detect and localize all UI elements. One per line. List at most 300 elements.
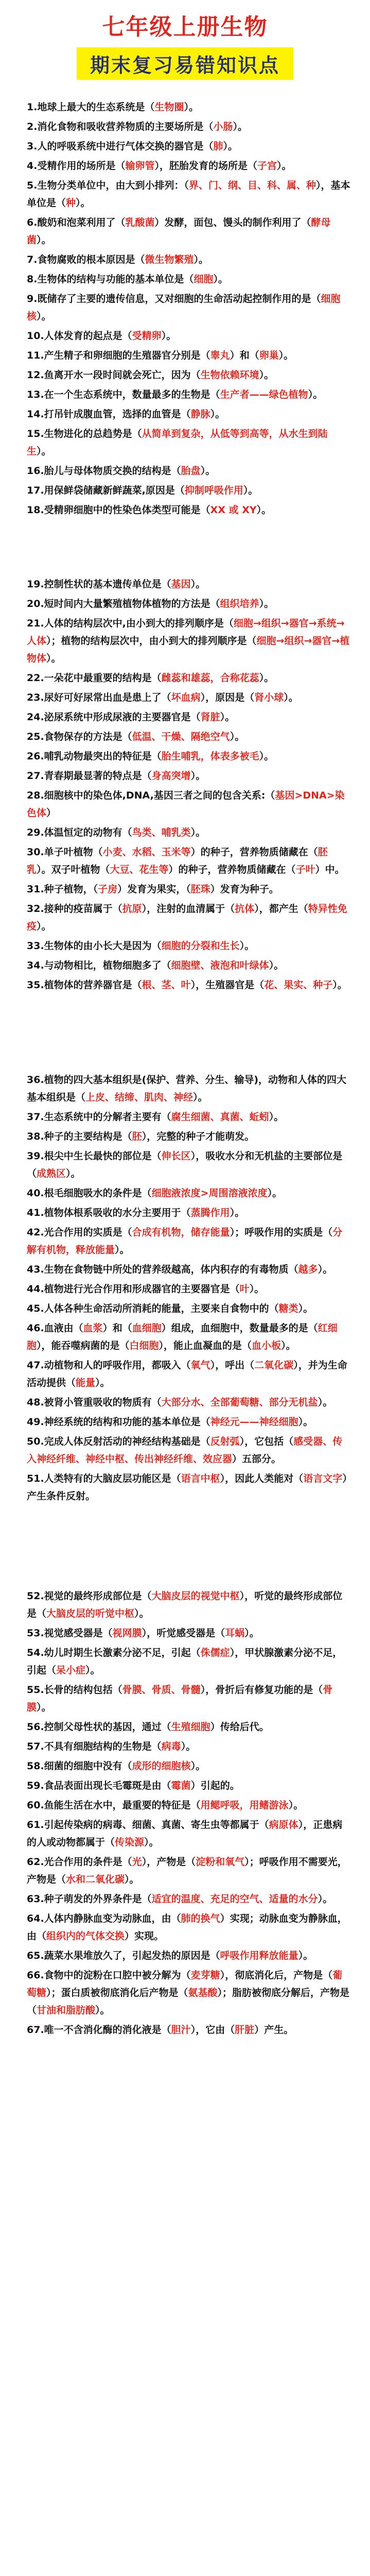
question-text: 50.完成人体反射活动的神经结构基础是（ xyxy=(27,1436,210,1447)
question-text: ）。 xyxy=(95,1377,110,1388)
question-text: 21.人体的结构层次中,由小到大的排列顺序是（ xyxy=(27,618,234,629)
answer-text: 子叶 xyxy=(295,864,315,875)
knowledge-item xyxy=(27,595,351,613)
question-text: ）。 xyxy=(95,2005,110,2016)
answer-text: 氧气 xyxy=(190,1360,210,1371)
question-text: ），完整的种子才能萌发。 xyxy=(142,1131,255,1142)
question-text: 48.被肾小管重吸收的物质有（ xyxy=(27,1397,162,1408)
question-text: 56.控制父母性状的基因，通过（ xyxy=(27,1721,171,1733)
question-text: ）。 xyxy=(161,330,177,342)
answer-text: 特异性免疫 xyxy=(27,903,347,932)
knowledge-item xyxy=(27,1128,351,1145)
question-text: 24.泌尿系统中形成尿液的主要器官是（ xyxy=(27,711,201,723)
question-text: ）。 xyxy=(46,653,61,664)
question-text: ）组成，血细胞中，数量最多的是（ xyxy=(161,1323,318,1334)
question-text: 54.幼儿时期生长激素分泌不足，引起（ xyxy=(27,1647,201,1658)
question-text: 20.短时间内大量繁殖植物体植物的方法是（ xyxy=(27,598,220,609)
answer-text: 骨膜、骨质、骨髓 xyxy=(122,1684,201,1696)
question-text: 67.唯一不含消化酶的消化液是（ xyxy=(27,2024,171,2036)
question-text: 46.血液由（ xyxy=(27,1323,83,1334)
question-text: ），因此人类能对（ xyxy=(220,1473,304,1484)
question-text: ） xyxy=(46,807,57,819)
knowledge-item xyxy=(27,405,351,423)
question-text: 17.用保鲜袋储藏新鲜蔬菜,原因是（ xyxy=(27,485,185,496)
knowledge-item xyxy=(27,138,351,155)
question-text: 23.尿好可好尿常出血是患上了（ xyxy=(27,692,171,703)
question-text: ）。 xyxy=(284,692,298,703)
answer-text: 合成有机物，储存能量 xyxy=(132,1227,230,1238)
answer-text: 细胞液浓度>周围溶液浓度 xyxy=(151,1188,268,1199)
page-title: 七年级上册生物 xyxy=(102,14,268,40)
question-text: 3.人的呼吸系统中进行气体交换的器官是（ xyxy=(27,141,214,152)
knowledge-item xyxy=(27,1280,351,1298)
knowledge-item xyxy=(27,1910,351,1945)
question-text: ）。 xyxy=(318,1264,333,1275)
question-text: 11.产生精子和卵细胞的生殖器官分别是（ xyxy=(27,350,210,361)
knowledge-item xyxy=(27,1967,351,2019)
question-text: ）。 xyxy=(308,389,323,400)
knowledge-item xyxy=(27,1319,351,1354)
question-text: ）。 xyxy=(244,1628,259,1639)
answer-text: 细胞核 xyxy=(27,293,341,322)
question-text: ），能吞噬病菌的是（ xyxy=(37,1340,130,1351)
answer-text: 大部分水、全部葡萄糖、部分无机盐 xyxy=(161,1397,318,1408)
knowledge-item xyxy=(27,1757,351,1775)
question-text: 58.细菌的细胞中没有（ xyxy=(27,1760,132,1772)
knowledge-item xyxy=(27,669,351,687)
question-text: 66.食物中的淀粉在口腔中被分解为（ xyxy=(27,1970,191,1981)
answer-text: 细胞→组织→器官→系统→人体 xyxy=(27,618,345,647)
knowledge-item xyxy=(27,1184,351,1202)
question-text: 44.植物进行光合作用和形成器官的主要器官是（ xyxy=(27,1283,240,1295)
question-text: 64.人体内静脉血变为动脉血，由（ xyxy=(27,1913,181,1924)
answer-text: 语言文字 xyxy=(303,1473,343,1484)
question-text: 59.食品表面出现长毛霉斑是由（ xyxy=(27,1780,171,1791)
answer-text: 基因 xyxy=(171,579,191,590)
knowledge-item xyxy=(27,1681,351,1716)
knowledge-section-1 xyxy=(0,98,370,519)
answer-text: 光 xyxy=(132,1856,142,1868)
knowledge-item xyxy=(27,366,351,384)
question-text: 25.食物保存的方法是（ xyxy=(27,731,132,742)
answer-text: 生物依赖环境 xyxy=(200,369,259,381)
question-text: ）。 xyxy=(243,485,258,496)
knowledge-item xyxy=(27,1718,351,1736)
question-text: ）。 xyxy=(190,1760,206,1772)
question-text: ）。 xyxy=(181,1741,196,1752)
answer-text: 输卵管 xyxy=(125,160,155,172)
question-text: 51.人类特有的大脑皮层功能区是（ xyxy=(27,1473,181,1484)
question-text: ）。 xyxy=(281,1340,296,1351)
answer-text: 上皮、结缔、肌肉、神经 xyxy=(85,1092,193,1103)
question-text: ），彻底消化后，产物是（ xyxy=(220,1970,333,1981)
answer-text: 坏血病 xyxy=(171,692,201,703)
question-text: 18.受精卵细胞中的性染色体类型可能是（ xyxy=(27,504,210,516)
question-text: ）发酵，面包、馒头的制作利用了（ xyxy=(154,217,311,228)
answer-text: XX 或 XY xyxy=(210,504,257,516)
knowledge-item xyxy=(27,347,351,364)
knowledge-item xyxy=(27,177,351,212)
answer-text: 伸长区 xyxy=(161,1150,191,1162)
question-text: 45.人体各种生命活动所消耗的能量，主要来自食物中的（ xyxy=(27,1303,279,1314)
answer-text: 葡萄糖 xyxy=(27,1970,343,1998)
answer-text: 肾小球 xyxy=(254,692,284,703)
question-text: 2.消化食物和吸收营养物质的主要场所是（ xyxy=(27,121,214,132)
answer-text: 抑制呼吸作用 xyxy=(184,485,243,496)
knowledge-item xyxy=(27,462,351,480)
answer-text: 分解有机物，释放能量 xyxy=(27,1227,343,1256)
answer-text: 传染源 xyxy=(115,1837,145,1848)
knowledge-item xyxy=(27,1108,351,1126)
question-text: 61.引起传染病的病毒、细菌、真菌、寄生虫等都属于（ xyxy=(27,1819,269,1831)
question-text: ）。 xyxy=(134,1608,149,1619)
answer-text: 耳蜗 xyxy=(225,1628,245,1639)
question-text: ），并为生命活动提供（ xyxy=(27,1360,347,1388)
answer-text: 血细胞 xyxy=(132,1323,162,1334)
question-text: 12.鱼离开水一段时间就会死亡，因为（ xyxy=(27,369,201,381)
answer-text: 微生物繁殖 xyxy=(145,254,194,265)
answer-text: 生产者——绿色植物 xyxy=(220,389,308,400)
knowledge-item xyxy=(27,1357,351,1392)
question-text: 39.根尖中生长最快的部位是（ xyxy=(27,1150,162,1162)
question-text: ）。 xyxy=(200,465,216,477)
question-text: ）。 xyxy=(298,1303,313,1314)
answer-text: 乳酸菌 xyxy=(125,217,155,228)
answer-text: 组织内的气体交换 xyxy=(46,1930,125,1942)
question-text: 60.鱼能生活在水中，最重要的特征是（ xyxy=(27,1800,201,1811)
question-text: 31.种子植物，（ xyxy=(27,884,98,895)
knowledge-item xyxy=(27,689,351,706)
question-text: ）。 xyxy=(193,1092,208,1103)
answer-text: 生物圈 xyxy=(154,101,184,113)
answer-text: 静脉 xyxy=(190,409,210,420)
question-text: ）。 xyxy=(332,979,347,991)
answer-text: 腐生细菌、真菌、蚯蚓 xyxy=(171,1111,269,1123)
question-text: ）中。 xyxy=(315,864,345,875)
question-text: ），它包括（ xyxy=(239,1436,294,1447)
answer-text: 水和二氧化碳 xyxy=(66,1874,125,1885)
knowledge-item xyxy=(27,1587,351,1622)
question-text: ）。 xyxy=(115,1244,130,1256)
answer-text: 红细胞 xyxy=(27,1323,338,1351)
question-text: ）实现。 xyxy=(125,1930,164,1942)
answer-text: 细胞 xyxy=(193,274,214,285)
question-text: 57.不具有细胞结构的生物是（ xyxy=(27,1741,162,1752)
question-text: ）。 xyxy=(259,598,274,609)
answer-text: 呆小症 xyxy=(56,1665,86,1676)
question-text: ）。 xyxy=(37,446,51,457)
answer-text: 小肠 xyxy=(213,121,233,132)
answer-text: 神经元——神经细胞 xyxy=(210,1416,298,1428)
answer-text: 氨基酸 xyxy=(188,1987,218,1998)
question-text: ）；植物的结构层次中，由小到大的排列顺序是（ xyxy=(46,635,257,647)
question-text: ）和（ xyxy=(102,1323,132,1334)
question-text: ）发育为种子。 xyxy=(210,884,279,895)
question-text: 65.蔬菜水果堆放久了，引起发热的原因是（ xyxy=(27,1950,220,1961)
knowledge-item xyxy=(27,425,351,460)
question-text: 29.体温恒定的动物有（ xyxy=(27,827,132,838)
question-text: ），原因是（ xyxy=(200,692,255,703)
question-text: 38.种子的主要结构是（ xyxy=(27,1131,132,1142)
answer-text: 卵巢 xyxy=(259,350,279,361)
question-text: ）引起的。 xyxy=(190,1780,240,1791)
question-text: ），生殖器官是（ xyxy=(190,979,265,991)
question-text: 7.食物腐败的根本原因是（ xyxy=(27,254,145,265)
answer-text: 淀粉和氧气 xyxy=(196,1856,245,1868)
answer-text: 胚 xyxy=(132,1131,142,1142)
question-text: ）发育为果实，（ xyxy=(117,884,191,895)
question-text: ）；呼吸作用不需要光，产物是（ xyxy=(27,1856,347,1885)
knowledge-item xyxy=(27,98,351,116)
knowledge-item xyxy=(27,976,351,994)
question-text: 1.地球上最大的生态系统是（ xyxy=(27,101,155,113)
answer-text: 细胞→组织→器官→植物体 xyxy=(27,635,350,664)
question-text: ）。 xyxy=(223,141,238,152)
question-text: 37.生态系统中的分解者主要有（ xyxy=(27,1111,171,1123)
question-text: 43.生物在食物链中所处的营养级越高，体内积存的有毒物质（ xyxy=(27,1264,298,1275)
question-text: ）。 xyxy=(66,1168,81,1179)
knowledge-item xyxy=(27,1738,351,1755)
knowledge-item xyxy=(27,787,351,822)
knowledge-item xyxy=(27,1624,351,1642)
answer-text: 睾丸 xyxy=(210,350,230,361)
knowledge-item xyxy=(27,1890,351,1908)
question-text: ）。 xyxy=(190,770,206,782)
answer-text: 大豆、花生等 xyxy=(110,864,169,875)
answer-text: 子房 xyxy=(98,884,118,895)
knowledge-item xyxy=(27,615,351,667)
question-text: ）。 xyxy=(233,121,248,132)
knowledge-item xyxy=(27,482,351,499)
question-text: ）。 xyxy=(76,197,91,209)
question-text: 47.动植物和人的呼吸作用，都吸入（ xyxy=(27,1360,191,1371)
question-text: ）。 xyxy=(298,1950,313,1961)
question-text: ），它由（ xyxy=(190,2024,235,2036)
knowledge-item xyxy=(27,575,351,593)
knowledge-item xyxy=(27,1777,351,1794)
question-text: ）。 xyxy=(190,827,206,838)
question-text: 49.神经系统的结构和功能的基本单位是（ xyxy=(27,1416,210,1428)
knowledge-item xyxy=(27,843,351,878)
question-text: ）的种子，营养物质储藏在（ xyxy=(168,864,296,875)
question-text: ），听觉感受器是（ xyxy=(142,1628,225,1639)
question-text: ）。 xyxy=(267,1188,283,1199)
question-text: ）；呼吸作用的实质是（ xyxy=(230,1227,333,1238)
question-text: 9.既储存了主要的遗传信息，又对细胞的生命活动起控制作用的是（ xyxy=(27,293,321,304)
question-text: 6.酸奶和泡菜利用了（ xyxy=(27,217,126,228)
answer-text: 子宫 xyxy=(257,160,277,172)
answer-text: 呼吸作用释放能量 xyxy=(220,1950,298,1961)
answer-text: 种 xyxy=(66,197,76,209)
question-text: ）。 xyxy=(220,711,235,723)
answer-text: 胎盘 xyxy=(181,465,201,477)
answer-text: 大脑皮层的听觉中枢 xyxy=(46,1608,135,1619)
question-text: ）。 xyxy=(277,160,292,172)
answer-text: 甘油和脂肪酸 xyxy=(37,2005,96,2016)
answer-text: 胆汁 xyxy=(171,2024,191,2036)
knowledge-item xyxy=(27,501,351,519)
answer-text: 糖类 xyxy=(278,1303,298,1314)
question-text: ），产物是（ xyxy=(142,1856,196,1868)
answer-text: 二氧化碳 xyxy=(254,1360,294,1371)
knowledge-item xyxy=(27,1470,351,1505)
question-text: ）。 xyxy=(184,101,199,113)
answer-text: 小麦、水稻、玉米等 xyxy=(102,846,191,858)
question-text: 40.根毛细胞吸水的条件是（ xyxy=(27,1188,152,1199)
answer-text: 感受器、传入神经纤维、神经中枢、传出神经纤维、效应器 xyxy=(27,1436,343,1465)
question-text: ）。 xyxy=(256,504,272,516)
knowledge-item xyxy=(27,251,351,268)
knowledge-item xyxy=(27,214,351,249)
answer-text: 抗原 xyxy=(122,903,142,914)
question-text: ），甲状腺激素分泌不足，引起（ xyxy=(27,1647,343,1676)
question-text: 36.植物的四大基本组织是(保护、营养、分生、输导)，动物和人体的四大基本组织是（ xyxy=(27,1074,347,1103)
question-text: ）；脂肪被彻底分解后，产物是（ xyxy=(27,1987,350,2016)
answer-text: 肾脏 xyxy=(200,711,220,723)
answer-text: 肺的换气 xyxy=(181,1913,220,1924)
question-text: ）。 xyxy=(278,350,294,361)
question-text: ），听觉的最终形成部位是（ xyxy=(27,1590,343,1619)
answer-text: 血小板 xyxy=(252,1340,281,1351)
knowledge-item xyxy=(27,957,351,974)
knowledge-item xyxy=(27,386,351,403)
question-text: 41.植物体根系吸收的水分主要用于（ xyxy=(27,1207,191,1218)
question-text: 4.受精作用的场所是（ xyxy=(27,160,126,172)
knowledge-item xyxy=(27,1261,351,1278)
answer-text: 雌蕊和雄蕊，合称花蕊 xyxy=(161,672,259,684)
answer-text: 胚乳 xyxy=(27,846,328,875)
answer-text: 病原体 xyxy=(269,1819,298,1831)
question-text: ），骨折后有修复功能的是（ xyxy=(200,1684,323,1696)
question-text: 32.接种的疫苗属于（ xyxy=(27,903,122,914)
question-text: ）。 xyxy=(259,751,274,762)
question-text: 16.胎儿与母体物质交换的结构是（ xyxy=(27,465,181,477)
question-text: 19.控制性状的基本遗传单位是（ xyxy=(27,579,171,590)
question-text: 5.生物分类单位中，由大到小排列：（ xyxy=(27,180,189,191)
question-text: 33.生物体的由小长大是因为（ xyxy=(27,940,162,952)
answer-text: 能量 xyxy=(76,1377,96,1388)
question-text: 10.人体发育的起点是（ xyxy=(27,330,132,342)
question-text: ）。 xyxy=(288,1800,304,1811)
question-text: ）。 xyxy=(37,1702,51,1713)
answer-text: 组织培养 xyxy=(220,598,259,609)
question-text: 8.生物体的结构与功能的基本单位是（ xyxy=(27,274,194,285)
knowledge-item xyxy=(27,767,351,785)
question-text: ）。 xyxy=(230,1207,245,1218)
answer-text: 霉菌 xyxy=(171,1780,191,1791)
knowledge-item xyxy=(27,1300,351,1317)
question-text: 15.生物进化的总趋势是（ xyxy=(27,428,142,439)
answer-text: 病毒 xyxy=(161,1741,181,1752)
answer-text: 抗体 xyxy=(235,903,255,914)
answer-text: 肺 xyxy=(213,141,223,152)
knowledge-item xyxy=(27,880,351,898)
knowledge-item xyxy=(27,748,351,765)
answer-text: 麦芽糖 xyxy=(190,1970,220,1981)
answer-text: 反射弧 xyxy=(210,1436,240,1447)
question-text: ），呼出（ xyxy=(210,1360,255,1371)
knowledge-item xyxy=(27,270,351,288)
question-text: ）五部分。 xyxy=(232,1453,281,1465)
question-text: ）。 xyxy=(210,409,225,420)
answer-text: 基因>DNA>染色体 xyxy=(27,790,345,819)
answer-text: 骨膜 xyxy=(27,1684,333,1713)
question-text: ），正患病的人或动物都属于（ xyxy=(27,1819,343,1848)
knowledge-item xyxy=(27,1644,351,1679)
question-text: 30.单子叶植物（ xyxy=(27,846,103,858)
question-text: ）和（ xyxy=(230,350,259,361)
knowledge-item xyxy=(27,157,351,175)
answer-text: 身高突增 xyxy=(151,770,191,782)
question-text: 53.视觉感受器是（ xyxy=(27,1628,113,1639)
knowledge-item xyxy=(27,1853,351,1888)
knowledge-section-2 xyxy=(0,575,370,994)
question-text: 63.种子萌发的外界条件是（ xyxy=(27,1893,152,1905)
knowledge-item xyxy=(27,1204,351,1222)
answer-text: 肝脏 xyxy=(235,2024,255,2036)
question-text: ），能止血凝血的是（ xyxy=(158,1340,252,1351)
answer-text: 鸟类、哺乳类 xyxy=(132,827,191,838)
question-text: 26.哺乳动物最突出的特征是（ xyxy=(27,751,162,762)
knowledge-section-4 xyxy=(0,1587,370,2039)
answer-text: 界、门、纲、目、科、属、种 xyxy=(188,180,316,191)
answer-text: 用鳃呼吸，用鳍游泳 xyxy=(200,1800,289,1811)
knowledge-item xyxy=(27,937,351,955)
question-text: ）。 xyxy=(239,940,255,952)
knowledge-item xyxy=(27,290,351,325)
knowledge-item xyxy=(27,1947,351,1964)
question-text: ）产生。 xyxy=(254,2024,294,2036)
answer-text: 成熟区 xyxy=(37,1168,66,1179)
knowledge-item xyxy=(27,1394,351,1411)
knowledge-item xyxy=(27,1147,351,1182)
question-text: 28.细胞核中的染色体,DNA,基因三者之间的包含关系:（ xyxy=(27,790,275,801)
question-text: ），基本单位是（ xyxy=(27,180,350,209)
question-text: 14.打吊针成腹血管，选择的血管是（ xyxy=(27,409,191,420)
question-text: ）。 xyxy=(37,921,51,932)
knowledge-section-3 xyxy=(0,1071,370,1505)
question-text: 22.一朵花中最重要的结构是（ xyxy=(27,672,162,684)
answer-text: 适宜的温度、充足的空气、适量的水分 xyxy=(151,1893,318,1905)
subtitle-banner xyxy=(0,47,370,80)
answer-text: 受精卵 xyxy=(132,330,162,342)
answer-text: 胎生哺乳，体表多被毛 xyxy=(161,751,259,762)
question-text: ）。 xyxy=(318,1397,333,1408)
question-text: ）。 xyxy=(125,1874,139,1885)
question-text: ）。 xyxy=(37,234,51,246)
knowledge-item xyxy=(27,1071,351,1106)
knowledge-item xyxy=(27,118,351,135)
question-text: ）。 xyxy=(269,1111,284,1123)
question-text: ），都产生（ xyxy=(254,903,308,914)
answer-text: 越多 xyxy=(298,1264,318,1275)
question-text: ）。 xyxy=(193,254,208,265)
question-text: 13.在一个生态系统中，数量最多的生物是（ xyxy=(27,389,220,400)
question-text: ），胚胎发育的场所是（ xyxy=(154,160,257,172)
answer-text: 从简单到复杂，从低等到高等，从水生到陆生 xyxy=(27,428,328,457)
question-text: 62.光合作用的条件是（ xyxy=(27,1856,132,1868)
question-text: ）。 xyxy=(259,672,274,684)
question-text: ）的种子，营养物质储藏在（ xyxy=(190,846,318,858)
question-text: ），注射的血清属于（ xyxy=(142,903,235,914)
answer-text: 花、果实、种子 xyxy=(264,979,333,991)
knowledge-item xyxy=(27,1816,351,1851)
answer-text: 低温、干燥、隔绝空气 xyxy=(132,731,230,742)
answer-text: 生殖细胞 xyxy=(171,1721,210,1733)
answer-text: 胚珠 xyxy=(190,884,210,895)
question-text: ）。双子叶植物（ xyxy=(37,864,110,875)
question-text: ）。 xyxy=(37,311,51,322)
